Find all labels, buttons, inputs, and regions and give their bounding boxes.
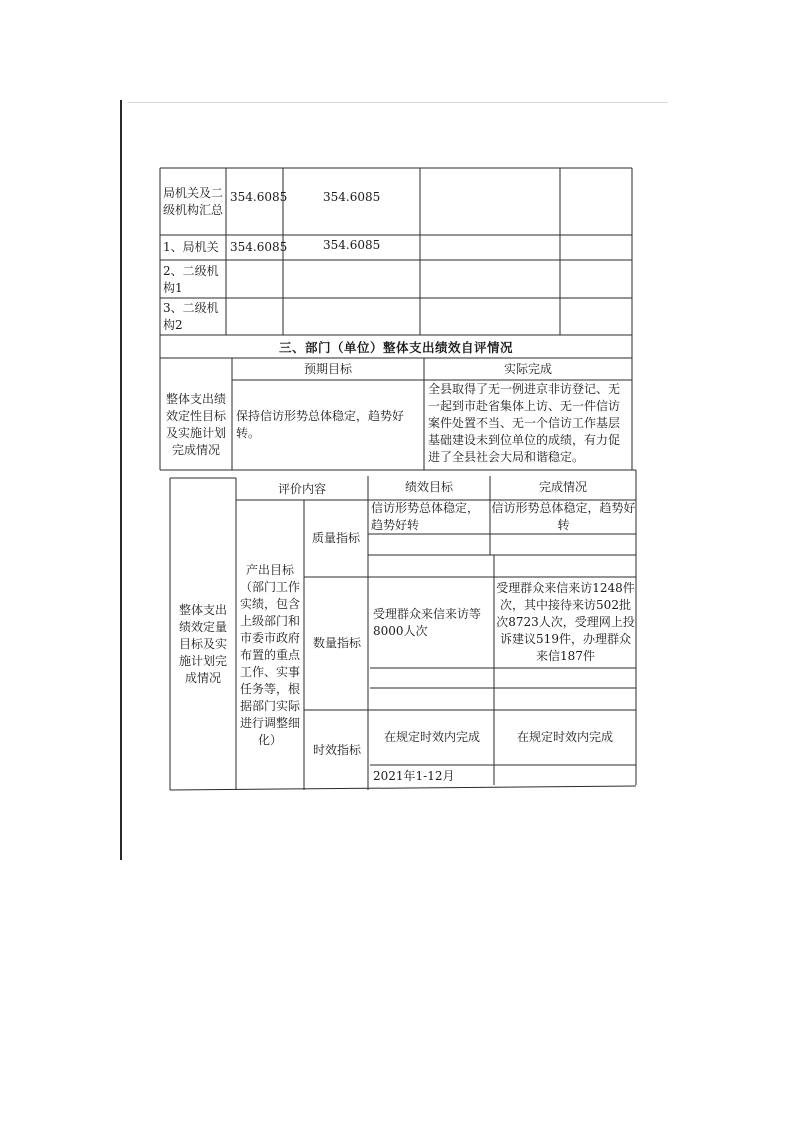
row-summary-value-1: 354.6085 <box>230 189 288 204</box>
col-evaluation-content: 评价内容 <box>277 481 326 496</box>
quantity-indicator-label: 数量指标 <box>312 636 361 650</box>
section-3-title: 三、部门（单位）整体支出绩效自评情况 <box>278 339 513 355</box>
quantity-result: 受理群众来信来访1248件次，其中接待来访502批次8723人次，受理网上投诉建议519件，办理群众来信187件 <box>496 581 635 663</box>
timeliness-result: 在规定时效内完成 <box>516 730 613 744</box>
col-performance-target: 绩效目标 <box>404 479 453 494</box>
row-bureau-value-2: 354.6085 <box>323 237 381 252</box>
timeliness-target: 在规定时效内完成 <box>383 730 480 744</box>
row-summary-value-2: 354.6085 <box>323 189 381 204</box>
expected-goal-text: 保持信访形势总体稳定，趋势好转。 <box>236 409 405 440</box>
qualitative-row-label: 整体支出绩效定性目标及实施计划完成情况 <box>165 392 226 457</box>
row-bureau-value-1: 354.6085 <box>230 239 288 254</box>
row-label-sub1: 2、二级机构1 <box>163 264 219 295</box>
output-goal-label: 产出目标（部门工作实绩，包含上级部门和市委市政府布置的重点工作、实事任务等，根据部门实际进行调整细化） <box>240 562 301 747</box>
quality-target: 信访形势总体稳定，趋势好转 <box>371 501 480 532</box>
quality-result: 信访形势总体稳定，趋势好转 <box>491 501 636 532</box>
timeliness-period: 2021年1-12月 <box>373 768 455 783</box>
timeliness-indicator-label: 时效指标 <box>312 742 361 757</box>
row-label-summary: 局机关及二级机构汇总 <box>163 186 224 217</box>
col-expected-goal: 预期目标 <box>303 361 352 376</box>
row-label-sub2: 3、二级机构2 <box>163 301 219 332</box>
col-completion-status: 完成情况 <box>538 479 587 494</box>
quantitative-row-label: 整体支出绩效定量目标及实施计划完成情况 <box>178 602 227 685</box>
row-label-bureau: 1、局机关 <box>163 240 219 254</box>
col-actual-completion: 实际完成 <box>503 361 552 376</box>
quantity-target: 受理群众来信来访等8000人次 <box>373 606 482 638</box>
actual-completion-text: 全县取得了无一例进京非访登记、无一起到市赴省集体上访、无一件信访案件处置不当、无一个信访工作基层基础建设未到位单位的成绩，有力促进了全县社会大局和谐稳定。 <box>428 382 621 464</box>
quality-indicator-label: 质量指标 <box>311 531 360 545</box>
